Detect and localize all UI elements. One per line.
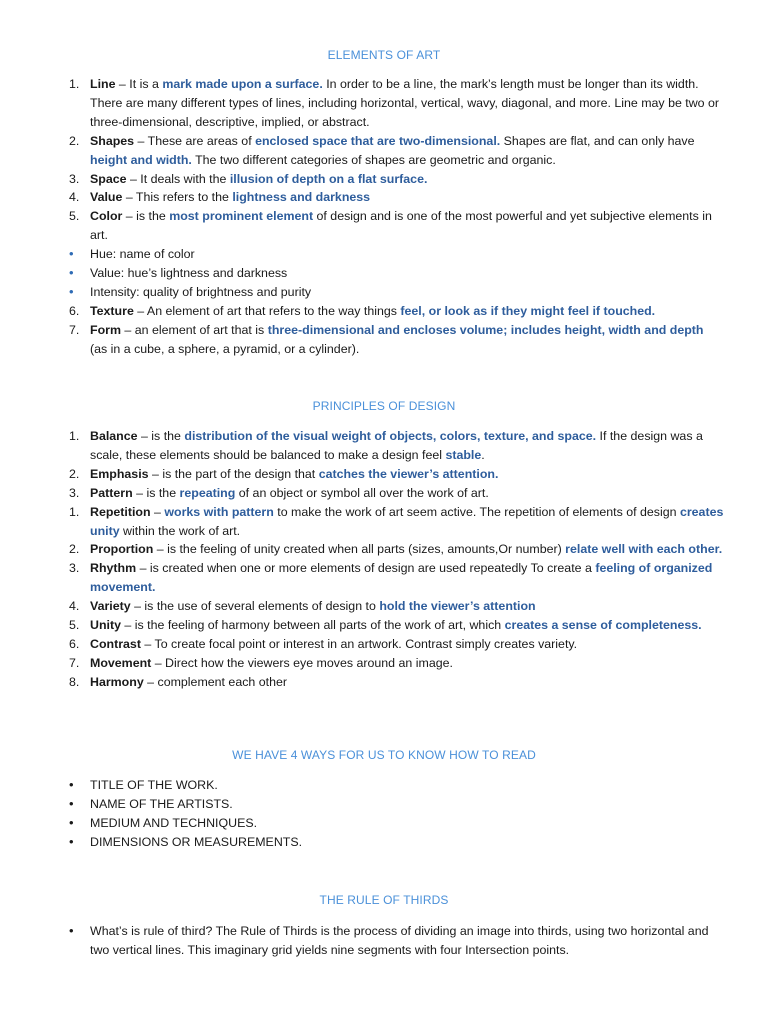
list-item [64,833,724,852]
highlighted-text: most prominent element [169,209,314,224]
list-item [64,283,724,302]
highlighted-text: relate well with each other. [565,542,723,557]
term-label: Space [90,171,127,186]
body-text: – is the [132,485,180,500]
highlighted-text: illusion of depth on a flat surface. [229,171,428,186]
term-label: Repetition [90,504,151,519]
bullet-icon: • [69,283,74,299]
highlighted-text: feel, or look as if they might feel if touched. [400,303,656,318]
term-label: Movement [90,655,152,670]
body-text: TITLE OF THE WORK. [90,778,218,792]
term-label: Form [90,322,121,337]
bullet-icon: • [69,923,74,938]
list-item [64,814,724,833]
body-text: Shapes are flat, and can only have [500,133,695,148]
list-number: 6. [69,303,80,318]
list-number: 2. [69,133,80,148]
body-text: – is the [137,429,185,443]
list-item [64,75,724,132]
highlighted-text: lightness and darkness [232,190,371,205]
body-text: Hue: name of color [90,247,195,262]
list-item [64,776,724,795]
bullet-icon: • [69,833,74,849]
body-text: – complement each other [143,674,287,689]
highlighted-text: feeling of organized movement. [90,561,713,595]
highlighted-text: repeating [179,485,236,500]
bullet-icon: • [69,246,74,262]
body-text: – It is a [115,77,163,91]
body-text: of design and is one of the most powerful and yet subjective elements in art. [90,209,712,243]
body-text: MEDIUM AND TECHNIQUES. [90,815,258,830]
list-number: 7. [69,322,80,337]
list-number: 3. [69,485,80,500]
body-text: In order to be a line, the mark’s length must be longer than its width. There are many different types of lines, including horizontal, vertical, wavy, diagonal, and more. Line may be two or three-dimensional, descriptive, implied, or abstract. [90,77,720,129]
body-text: within the work of art. [119,523,241,538]
body-text: – is the feeling of harmony between all parts of the work of art, which [120,618,505,633]
reading-heading: WE HAVE 4 WAYS FOR US TO KNOW HOW TO READ [232,748,536,762]
list-item [64,321,724,359]
list-number: 1. [69,429,80,443]
list-item [64,922,724,960]
body-text: NAME OF THE ARTISTS. [90,796,233,811]
list-item [64,207,724,245]
body-text: The two different categories of shapes are geometric and organic. [191,152,556,167]
body-text: – These are areas of [134,133,256,148]
principles-list [64,427,724,692]
list-item [64,673,724,692]
list-item [64,465,724,484]
body-text: DIMENSIONS OR MEASUREMENTS. [90,834,303,849]
list-item [64,188,724,207]
body-text: – is the [122,209,170,224]
list-number: 4. [69,599,80,614]
term-label: Unity [90,618,121,633]
term-label: Variety [90,599,131,614]
body-text: – is the feeling of unity created when all parts (sizes, amounts,Or number) [153,542,566,557]
list-item [64,654,724,673]
elements-list [64,75,724,359]
list-item [64,132,724,170]
body-text: – An element of art that refers to the way things [133,303,401,318]
body-text: Value: hue’s lightness and darkness [90,266,288,281]
body-text: of an object or symbol all over the work of art. [235,485,489,500]
list-item [64,503,724,541]
list-item [64,427,724,465]
highlighted-text: creates a sense of completeness. [504,618,702,633]
list-item [64,540,724,559]
list-item [64,245,724,264]
body-text: – [150,504,165,519]
list-number: 8. [69,674,80,689]
term-label: Pattern [90,485,133,500]
term-label: Line [90,77,116,91]
highlighted-text: mark made upon a surface. [162,77,323,91]
body-text: If the design was a scale, these elements should be balanced to make a design feel [90,429,703,462]
list-item [64,635,724,654]
list-number: 5. [69,209,80,224]
principles-heading: PRINCIPLES OF DESIGN [312,399,456,413]
term-label: Texture [90,303,134,318]
body-text: to make the work of art seem active. The repetition of elements of design [273,504,680,519]
bullet-icon: • [69,795,74,811]
list-item [64,302,724,321]
body-text: – To create focal point or interest in an artwork. Contrast simply creates variety. [140,636,578,651]
highlighted-text: creates unity [90,504,724,538]
bullet-icon: • [69,777,74,792]
list-item [64,484,724,503]
list-number: 3. [69,561,80,576]
list-number: 2. [69,542,80,557]
body-text: What’s is rule of third? The Rule of Thirds is the process of dividing an image into thirds, using two horizontal and two vertical lines. This imaginary grid yields nine segments with four Intersection points. [90,924,709,957]
term-label: Proportion [90,542,154,557]
list-item [64,597,724,616]
reading-list [64,776,724,852]
term-label: Harmony [90,674,144,689]
elements-heading: ELEMENTS OF ART [327,48,441,62]
list-number: 3. [69,171,80,186]
list-item [64,795,724,814]
body-text: – is the use of several elements of design to [130,599,380,614]
bullet-icon: • [69,265,74,281]
body-text: – an element of art that is [120,322,268,337]
list-number: 1. [69,77,80,91]
term-label: Color [90,209,123,224]
list-number: 2. [69,466,80,481]
highlighted-text: height and width. [90,152,192,167]
term-label: Emphasis [90,466,149,481]
highlighted-text: stable [445,447,482,462]
body-text: Intensity: quality of brightness and purity [90,284,312,299]
term-label: Contrast [90,636,141,651]
term-label: Balance [90,429,138,443]
list-number: 4. [69,190,80,205]
body-text: (as in a cube, a sphere, a pyramid, or a cylinder). [90,341,360,356]
term-label: Value [90,190,123,205]
thirds-list [64,922,724,960]
list-item [64,264,724,283]
body-text: – This refers to the [122,190,233,205]
list-item [64,616,724,635]
body-text: – is the part of the design that [148,466,319,481]
list-number: 5. [69,618,80,633]
body-text: . [481,447,485,462]
list-item [64,170,724,189]
term-label: Rhythm [90,561,137,576]
highlighted-text: enclosed space that are two-dimensional. [255,133,501,148]
highlighted-text: catches the viewer’s attention. [318,466,499,481]
highlighted-text: distribution of the visual weight of objects, colors, texture, and space. [184,429,597,443]
highlighted-text: three-dimensional and encloses volume; includes height, width and depth [267,322,704,337]
body-text: – It deals with the [126,171,230,186]
list-number: 1. [69,504,80,519]
list-number: 7. [69,655,80,670]
highlighted-text: hold the viewer’s attention [379,599,536,614]
body-text: – is created when one or more elements of design are used repeatedly To create a [136,561,596,576]
highlighted-text: works with pattern [164,504,274,519]
body-text: – Direct how the viewers eye moves around an image. [151,655,453,670]
bullet-icon: • [69,814,74,830]
thirds-heading: THE RULE OF THIRDS [319,893,449,907]
list-number: 6. [69,636,80,651]
term-label: Shapes [90,133,135,148]
list-item [64,559,724,597]
